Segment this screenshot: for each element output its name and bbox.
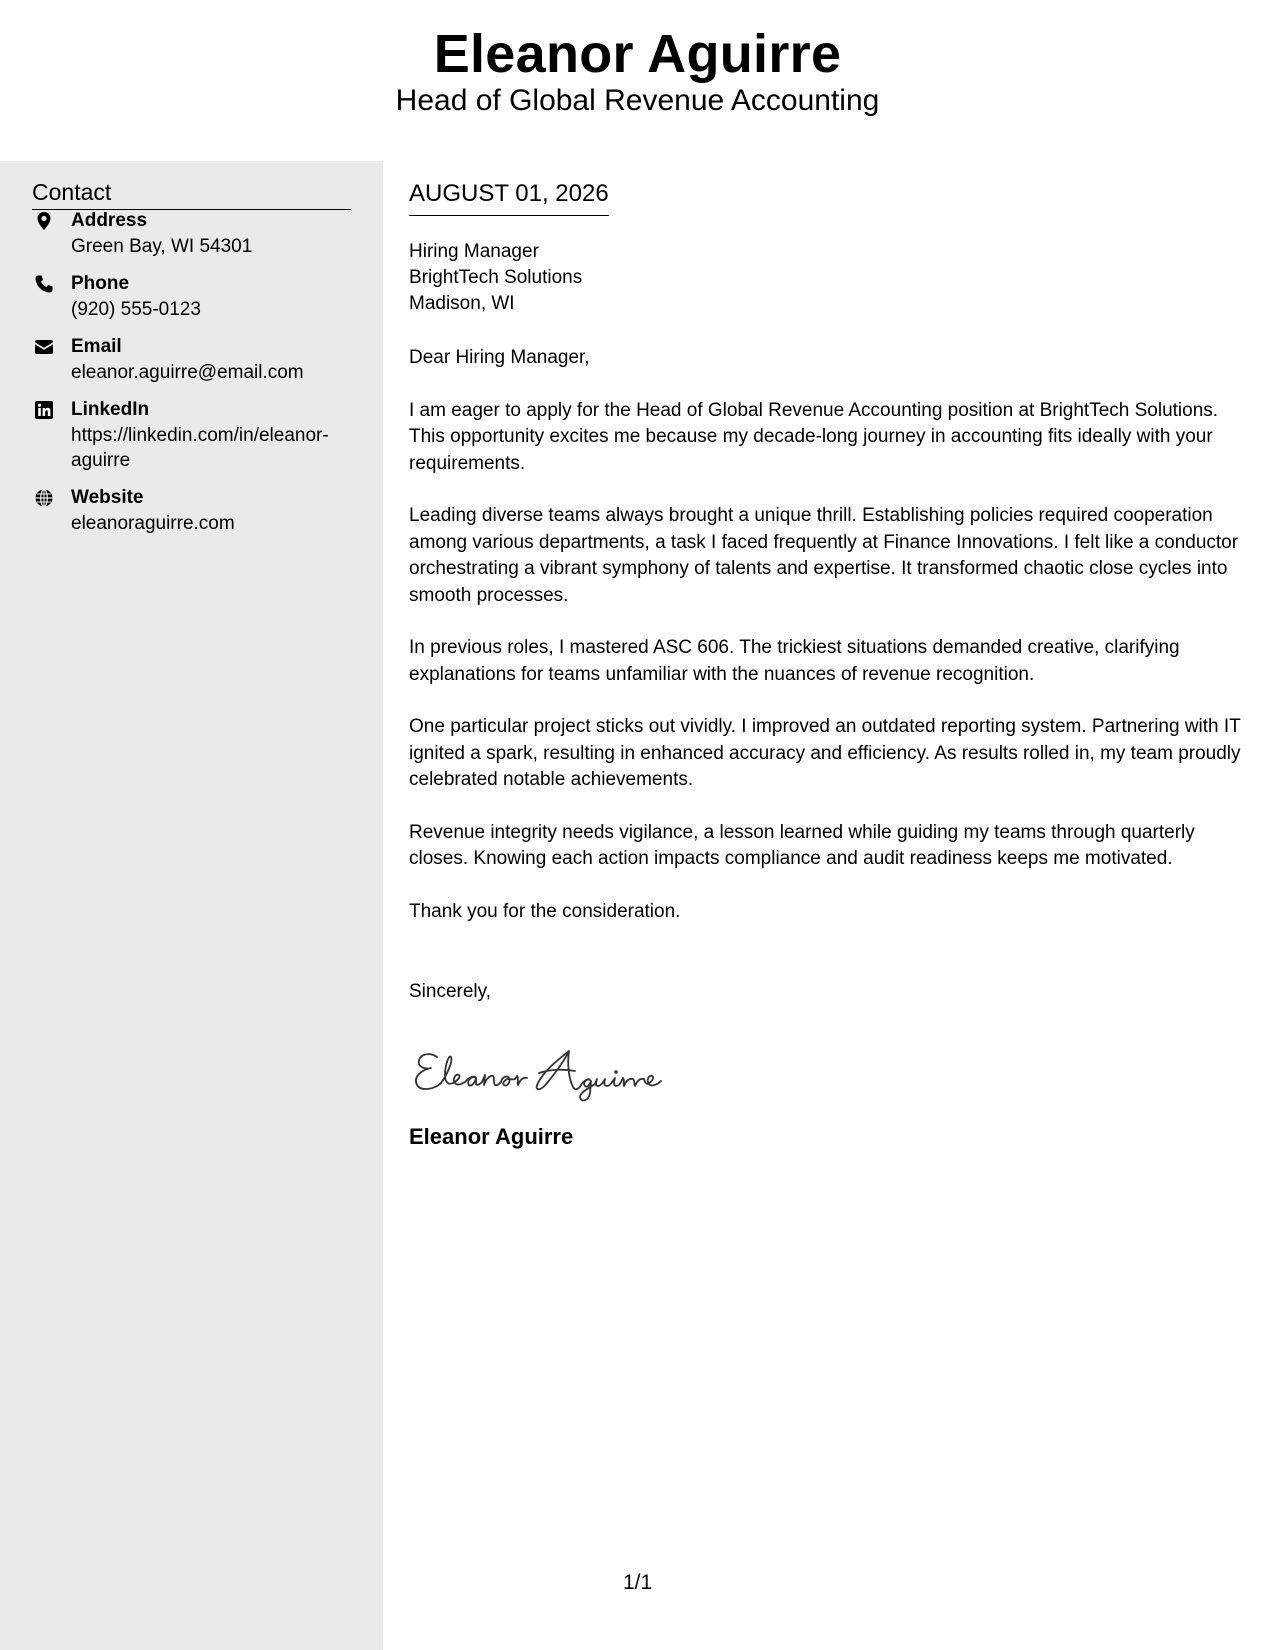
contact-sidebar: [0, 161, 383, 1650]
contact-phone-label: Phone: [71, 273, 130, 294]
contact-address-label: Address: [71, 210, 148, 231]
paragraph: Thank you for the consideration.: [409, 900, 681, 922]
recipient-name: Hiring Manager: [409, 241, 539, 262]
recipient-block: [409, 239, 582, 317]
globe-icon: [34, 488, 54, 508]
salutation: Dear Hiring Manager,: [409, 347, 590, 368]
signature-image: [409, 1031, 679, 1111]
contact-website-label: Website: [71, 487, 144, 508]
map-pin-icon: [34, 211, 54, 231]
applicant-name: Eleanor Aguirre: [433, 24, 842, 84]
page-number-text: 1/1: [623, 1571, 653, 1594]
contact-linkedin-label: LinkedIn: [71, 399, 150, 420]
applicant-title: Head of Global Revenue Accounting: [395, 84, 880, 117]
contact-address-value: Green Bay, WI 54301: [71, 236, 253, 257]
contact-email-label: Email: [71, 336, 122, 357]
contact-linkedin-value[interactable]: https://linkedin.com/in/eleanor-aguirre: [71, 425, 329, 471]
letter-text: [409, 345, 1255, 951]
recipient-location: Madison, WI: [409, 293, 515, 314]
contact-phone-value: (920) 555-0123: [71, 299, 201, 320]
signature-name: Eleanor Aguirre: [409, 1124, 574, 1149]
letter-date: AUGUST 01, 2026: [409, 179, 609, 216]
paragraph: Revenue integrity needs vigilance, a lesson learned while guiding my teams through quarterly closes. Knowing each action impacts compliance and audit readiness keeps me motivated.: [409, 821, 1195, 869]
contact-website-value[interactable]: eleanoraguirre.com: [71, 513, 235, 534]
contact-heading: Contact: [32, 177, 351, 210]
letter-header: [0, 0, 1275, 160]
recipient-company: BrightTech Solutions: [409, 267, 583, 288]
paragraph: I am eager to apply for the Head of Global Revenue Accounting position at BrightTech Solutions. This opportunity excites me because my decade-long journey in accounting fits ideally with your requirements.: [409, 399, 1219, 474]
paragraph: In previous roles, I mastered ASC 606. The trickiest situations demanded creative, clarifying explanations for teams unfamiliar with the nuances of revenue recognition.: [409, 637, 1180, 685]
phone-icon: [34, 274, 54, 294]
contact-email-value: eleanor.aguirre@email.com: [71, 362, 304, 383]
envelope-icon: [34, 337, 54, 357]
paragraph: One particular project sticks out vividly. I improved an outdated reporting system. Partnering with IT ignited a spark, resulting in enhanced accuracy and efficiency. As results rolled in, my team proudly celebrated notable achievements.: [409, 716, 1241, 790]
paragraph: Leading diverse teams always brought a unique thrill. Establishing policies required cooperation among various departments, a task I faced frequently at Finance Innovations. I felt like a conductor orchestrating a vibrant symphony of talents and expertise. It transformed chaotic close cycles into smooth processes.: [409, 505, 1239, 606]
linkedin-icon: [34, 400, 54, 420]
closing: Sincerely,: [409, 981, 492, 1002]
